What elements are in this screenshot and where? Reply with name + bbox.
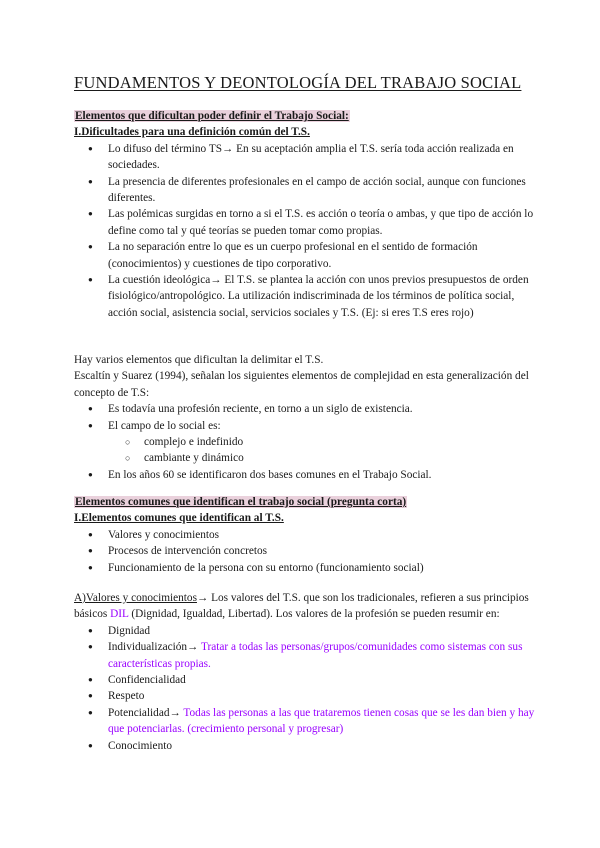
section1-subheading: I.Dificultades para una definición común del T.S.: [74, 126, 310, 139]
value-item-respeto: [74, 688, 544, 704]
paragraph: Hay varios elementos que dificultan la delimitar el T.S.: [74, 354, 324, 366]
value-label: Conocimiento: [108, 739, 173, 752]
value-note: Tratar a todas las personas/grupos/comunidades como sistemas con sus características propias.: [108, 641, 523, 670]
list-item: ● Valores y conocimientos: [74, 527, 544, 543]
list-item: ● La presencia de diferentes profesionales en el campo de acción social, aunque con funciones diferentes.: [74, 174, 544, 207]
section-values: [74, 590, 544, 754]
list-item: ● Procesos de intervención concretos: [74, 543, 544, 559]
value-item-individualizacion: [74, 639, 544, 672]
value-label: Confidencialidad: [108, 674, 186, 687]
list-item: ● El campo de lo social es:: [74, 418, 544, 434]
value-label: Dignidad: [108, 624, 151, 637]
value-note: Todas las personas a las que trataremos tienen cosas que se les dan bien y hay que potenciarlas. (crecimiento personal y progresar): [108, 706, 535, 736]
list-item: ● En los años 60 se identificaron dos bases comunes en el Trabajo Social.: [74, 467, 544, 483]
list-item: ● Lo difuso del término TS→ En su aceptación amplia el T.S. sería toda acción realizada en sociedades.: [74, 141, 544, 174]
document-title: FUNDAMENTOS Y DEONTOLOGÍA DEL TRABAJO SOCIAL: [74, 73, 522, 92]
section2-heading: Elementos comunes que identifican el trabajo social (pregunta corta): [75, 496, 407, 508]
value-item-dignidad: [74, 623, 544, 639]
dil-acronym: DIL: [110, 608, 129, 621]
section-common-elements: [74, 494, 544, 576]
value-item-conocimiento: [74, 738, 544, 754]
section1-heading: Elementos que dificultan poder definir el Trabajo Social:: [75, 110, 349, 122]
difficulties-list: [74, 141, 544, 321]
para-a-text1: → Los valores del T.S. que son los tradicionales, refieren a sus principios básicos: [74, 592, 529, 621]
list-item: ● La no separación entre lo que es un cuerpo profesional en el sentido de formación (conocimientos) y cuestiones de tipo corporativo.: [74, 239, 544, 272]
values-list: [74, 623, 544, 754]
section2-subheading: I.Elementos comunes que identifican al T.S.: [74, 512, 284, 525]
paragraph: Escaltín y Suarez (1994), señalan los siguientes elementos de complejidad en esta generalización del concepto de T.S:: [74, 370, 529, 399]
section-complexity: [74, 352, 544, 483]
value-item-potencialidad: [74, 705, 544, 738]
list-item: ● La cuestión ideológica→ El T.S. se plantea la acción con unos previos presupuestos de orden fisiológico/antropológico. La utilización indiscriminada de los términos de política social, acción social, asistencia social, servicios sociales y T.S. (Ej: si eres T.S eres rojo): [74, 272, 544, 321]
sub-list-item: ○ complejo e indefinido: [74, 434, 544, 450]
value-label: Individualización→: [108, 641, 201, 654]
value-item-confidencialidad: [74, 672, 544, 688]
value-label: Respeto: [108, 690, 145, 703]
sub-list-item: ○ cambiante y dinámico: [74, 450, 544, 466]
value-label: Potencialidad→: [108, 706, 184, 719]
list-item: ● Es todavía una profesión reciente, en torno a un siglo de existencia.: [74, 401, 544, 417]
para-a-label: A)Valores y conocimientos: [74, 592, 197, 604]
common-elements-list: [74, 527, 544, 576]
list-item: ● Las polémicas surgidas en torno a si el T.S. es acción o teoría o ambas, y que tipo de acción lo define como tal y qué teorías se pueden tomar como propias.: [74, 206, 544, 239]
section-difficulties: [74, 108, 544, 321]
complexity-list: [74, 401, 544, 483]
list-item: ● Funcionamiento de la persona con su entorno (funcionamiento social): [74, 560, 544, 576]
values-paragraph: [74, 590, 544, 623]
para-a-text2: (Dignidad, Igualdad, Libertad). Los valores de la profesión se pueden resumir en:: [128, 608, 500, 621]
